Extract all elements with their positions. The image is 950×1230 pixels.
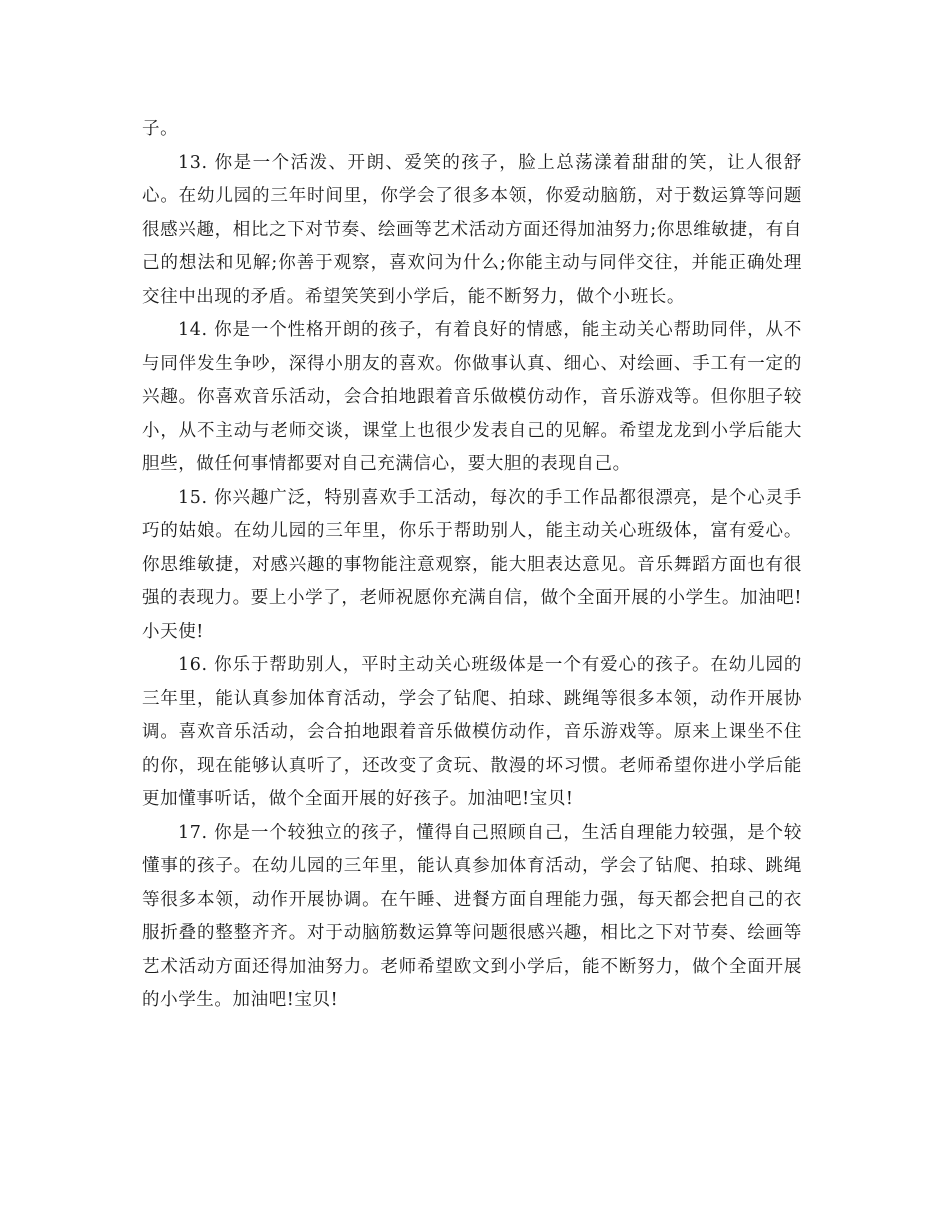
paragraph-15: 15. 你兴趣广泛，特别喜欢手工活动，每次的手工作品都很漂亮，是个心灵手巧的姑娘。在幼儿园的三年里，你乐于帮助别人，能主动关心班级体，富有爱心。你思维敏捷，对感兴趣的事物能注意观察，能大胆表达意见。音乐舞蹈方面也有很强的表现力。要上小学了，老师祝愿你充满自信，做个全面开展的小学生。加油吧!小天使!: [142, 487, 802, 642]
paragraph-17: 17. 你是一个较独立的孩子，懂得自己照顾自己，生活自理能力较强，是个较懂事的孩子。在幼儿园的三年里，能认真参加体育活动，学会了钻爬、拍球、跳绳等很多本领，动作开展协调。在午睡、进餐方面自理能力强，每天都会把自己的衣服折叠的整整齐齐。对于动脑筋数运算等问题很感兴趣，相比之下对节奏、绘画等艺术活动方面还得加油努力。老师希望欧文到小学后，能不断努力，做个全面开展的小学生。加油吧!宝贝!: [142, 822, 802, 1010]
paragraph-16: 16. 你乐于帮助别人，平时主动关心班级体是一个有爱心的孩子。在幼儿园的三年里，能认真参加体育活动，学会了钻爬、拍球、跳绳等很多本领，动作开展协调。喜欢音乐活动，会合拍地跟着音乐做模仿动作，音乐游戏等。原来上课坐不住的你，现在能够认真听了，还改变了贪玩、散漫的坏习惯。老师希望你进小学后能更加懂事听话，做个全面开展的好孩子。加油吧!宝贝!: [142, 655, 802, 809]
document-page: [142, 113, 802, 1018]
paragraph-continuation: 子。: [142, 119, 179, 139]
paragraph-13: 13. 你是一个活泼、开朗、爱笑的孩子，脸上总荡漾着甜甜的笑，让人很舒心。在幼儿园的三年时间里，你学会了很多本领，你爱动脑筋，对于数运算等问题很感兴趣，相比之下对节奏、绘画等艺术活动方面还得加油努力;你思维敏捷，有自己的想法和见解;你善于观察，喜欢问为什么;你能主动与同伴交往，并能正确处理交往中出现的矛盾。希望笑笑到小学后，能不断努力，做个小班长。: [142, 152, 802, 307]
paragraph-14: 14. 你是一个性格开朗的孩子，有着良好的情感，能主动关心帮助同伴，从不与同伴发生争吵，深得小朋友的喜欢。你做事认真、细心、对绘画、手工有一定的兴趣。你喜欢音乐活动，会合拍地跟着音乐做模仿动作，音乐游戏等。但你胆子较小，从不主动与老师交谈，课堂上也很少发表自己的见解。希望龙龙到小学后能大胆些，做任何事情都要对自己充满信心，要大胆的表现自己。: [142, 320, 802, 474]
